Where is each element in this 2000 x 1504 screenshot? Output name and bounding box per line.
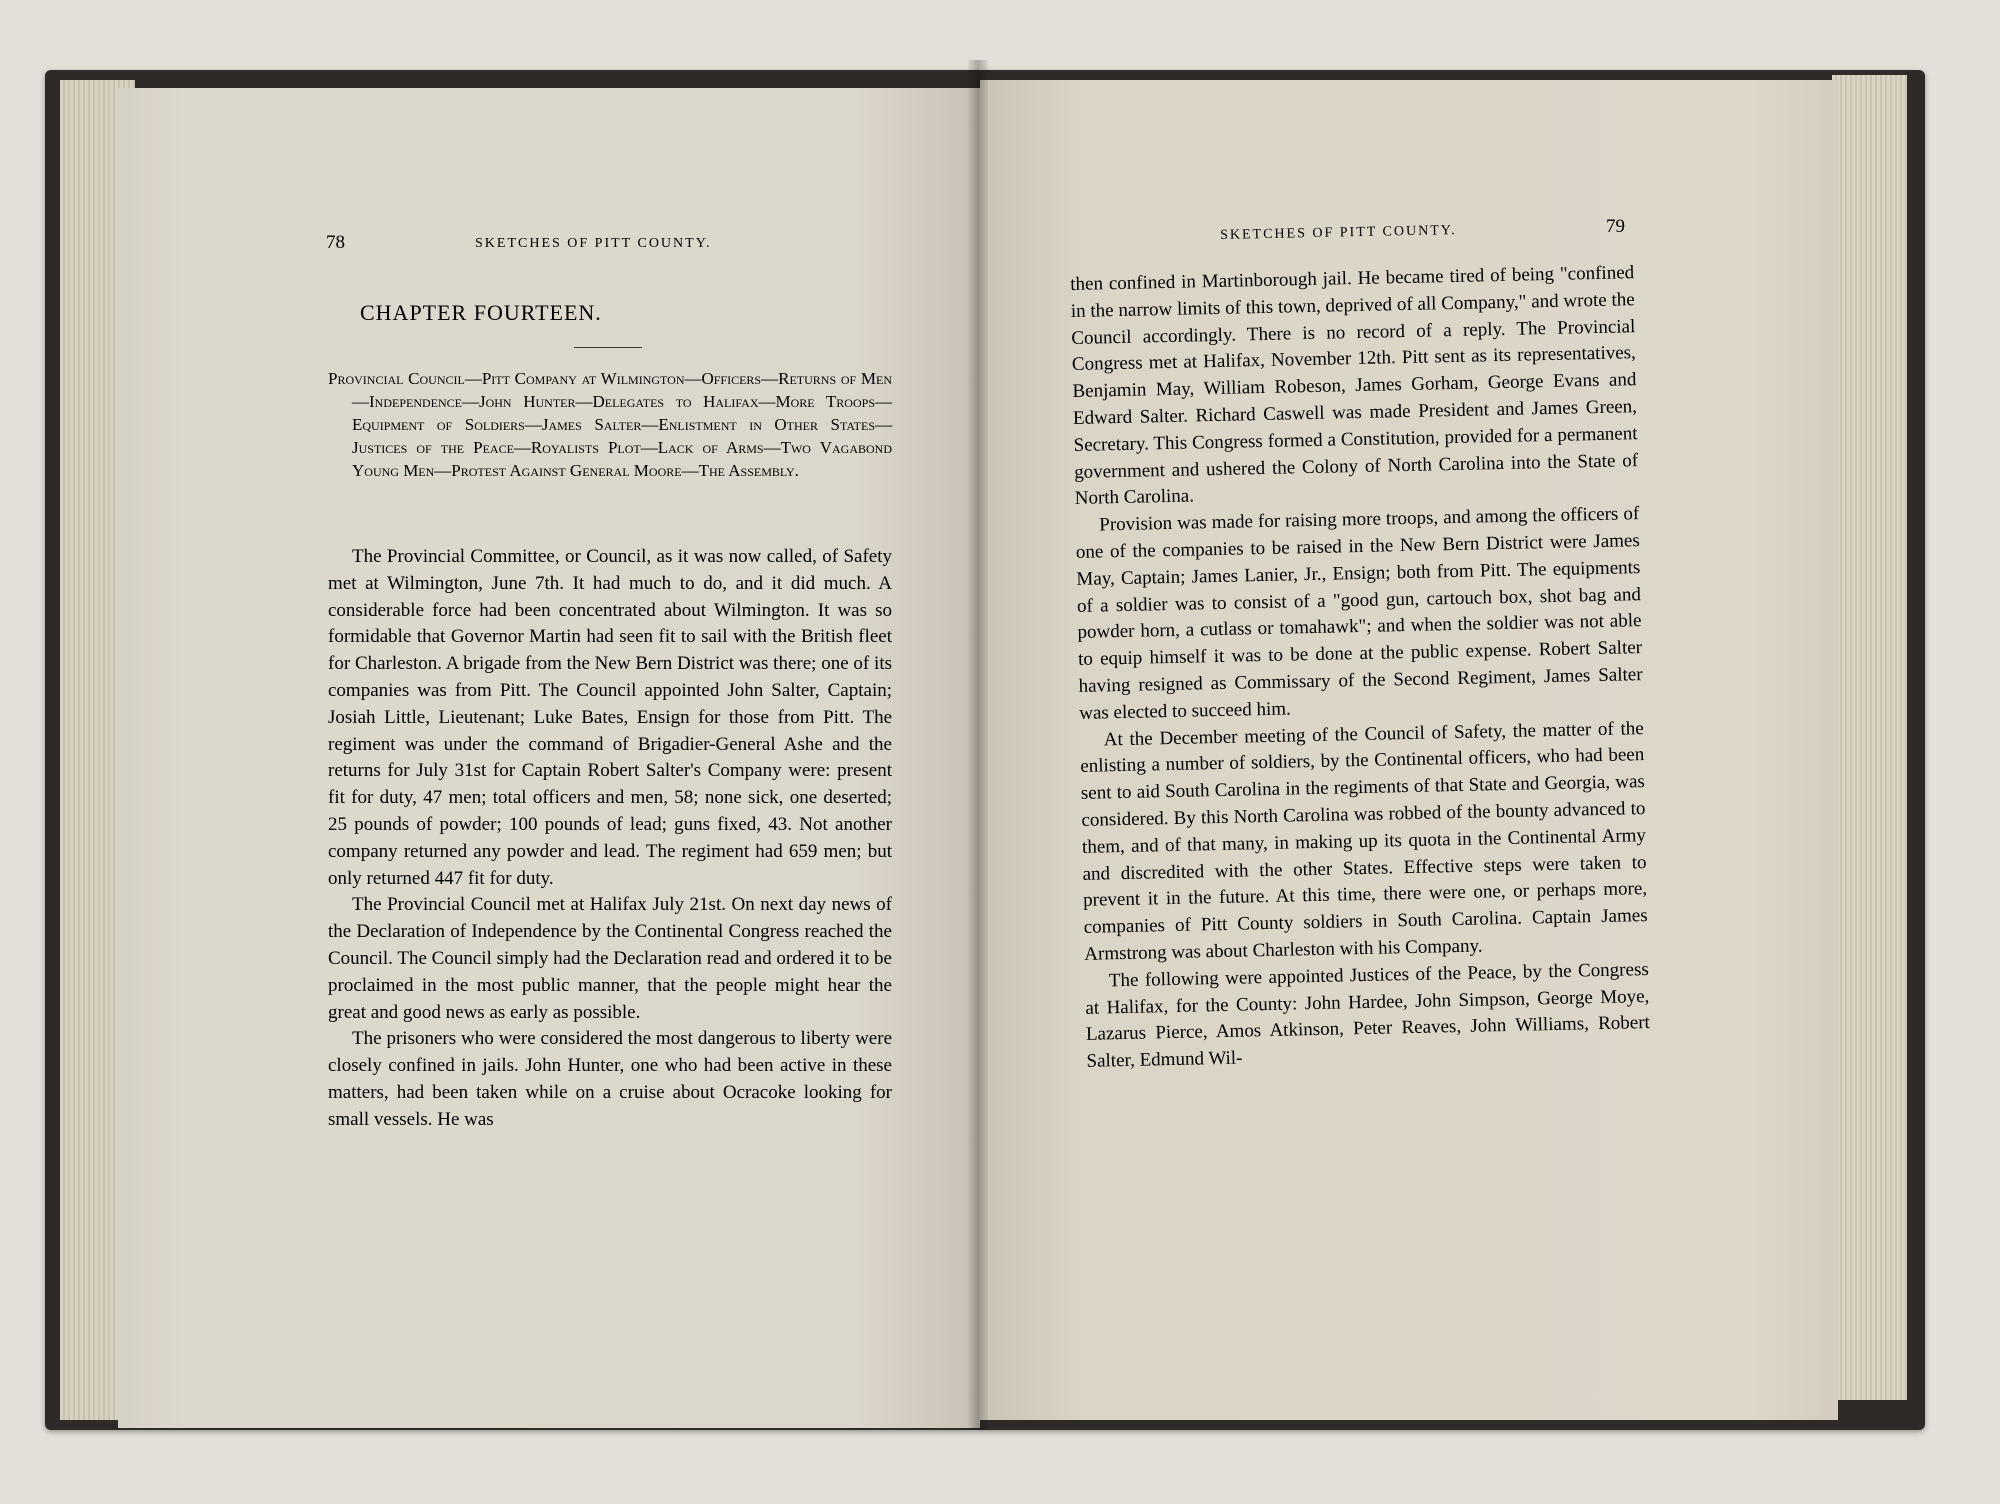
paragraph: then confined in Martinborough jail. He became tired of being "confined in the narrow limits of this town, deprived of all Company," and wrote the Council accordingly. There is no record of a reply. The Provincial Congress met at Halifax, November 12th. Pitt sent as its representatives, Benjamin May, William Robeson, James Gorham, George Evans and Edward Salter. Richard Caswell was made President and James Green, Secretary. This Congress formed a Constitution, provided for a permanent government and ushered the Colony of North Carolina into the State of North Carolina. (1070, 262, 1639, 510)
right-page-number: 79 (1606, 216, 1625, 237)
right-body-text (1070, 260, 1651, 1076)
paragraph: The Provincial Council met at Halifax July 21st. On next day news of the Declaration of Independence by the Continental Congress reached the Council. The Council simply had the Declaration read and ordered it to be proclaimed in the most public manner, that the people might hear the great and good news as early as possible. (328, 894, 892, 1023)
left-page-number: 78 (326, 232, 345, 253)
chapter-title: CHAPTER FOURTEEN. (360, 300, 602, 325)
left-body-text (328, 544, 892, 1134)
paragraph: The prisoners who were considered the most dangerous to liberty were closely confined in jails. John Hunter, one who had been active in these matters, had been taken while on a cruise about Ocracoke looking for small vessels. He was (328, 1028, 892, 1130)
chapter-summary: Provincial Council—Pitt Company at Wilmington—Officers—Returns of Men—Independence—John Hunter—Delegates to Halifax—More Troops—Equipment of Soldiers—James Salter—Enlistment in Other States—Justices of the Peace—Royalists Plot—Lack of Arms—Two Vagabond Young Men—Protest Against General Moore—The Assembly. (328, 369, 892, 480)
left-running-head: SKETCHES OF PITT COUNTY. (475, 236, 712, 251)
book-gutter (968, 60, 988, 1430)
right-running-head: SKETCHES OF PITT COUNTY. (1220, 223, 1457, 243)
paragraph: The following were appointed Justices of the Peace, by the Congress at Halifax, for the County: John Hardee, John Simpson, George Moye, Lazarus Pierce, Amos Atkinson, Peter Reaves, John Williams, Robert Salter, Edmund Wil- (1085, 958, 1651, 1072)
paragraph: Provision was made for raising more troops, and among the officers of one of the companies to be raised in the New Bern District were James May, Captain; James Lanier, Jr., Ensign; both from Pitt. The equipments of a soldier was to consist of a "good gun, cartouch box, shot bag and powder horn, a cutlass or tomahawk"; and when the soldier was not able to equip himself it was to be done at the public expense. Robert Salter having resigned as Commissary of the Second Regiment, James Salter was elected to succeed him. (1075, 503, 1643, 724)
right-page-edges (1832, 75, 1907, 1400)
paragraph: The Provincial Committee, or Council, as it was now called, of Safety met at Wilmington, June 7th. It had much to do, and it did much. A considerable force had been concentrated about Wilmington. It was so formidable that Governor Martin had seen fit to sail with the British fleet for Charleston. A brigade from the New Bern District was there; one of its companies was from Pitt. The Council appointed John Salter, Captain; Josiah Little, Lieutenant; Luke Bates, Ensign for those from Pitt. The regiment was under the command of Brigadier-General Ashe and the returns for July 31st for Captain Robert Salter's Company were: present fit for duty, 47 men; total officers and men, 58; none sick, one deserted; 25 pounds of powder; 100 pounds of lead; guns fixed, 43. Not another company returned any powder and lead. The regiment had 659 men; but only returned 447 fit for duty. (328, 546, 892, 889)
title-rule (574, 347, 642, 348)
paragraph: At the December meeting of the Council of Safety, the matter of the enlisting a number of soldiers, by the Continental officers, who had been sent to aid South Carolina in the regiments of that State and Georgia, was considered. By this North Carolina was robbed of the bounty advanced to them, and of that many, in making up its quota in the Continental Army and discredited with the other States. Effective steps were taken to prevent it in the future. At this time, there were one, or perhaps more, companies of Pitt County soldiers in South Carolina. Captain James Armstrong was about Charleston with his Company. (1080, 717, 1648, 965)
